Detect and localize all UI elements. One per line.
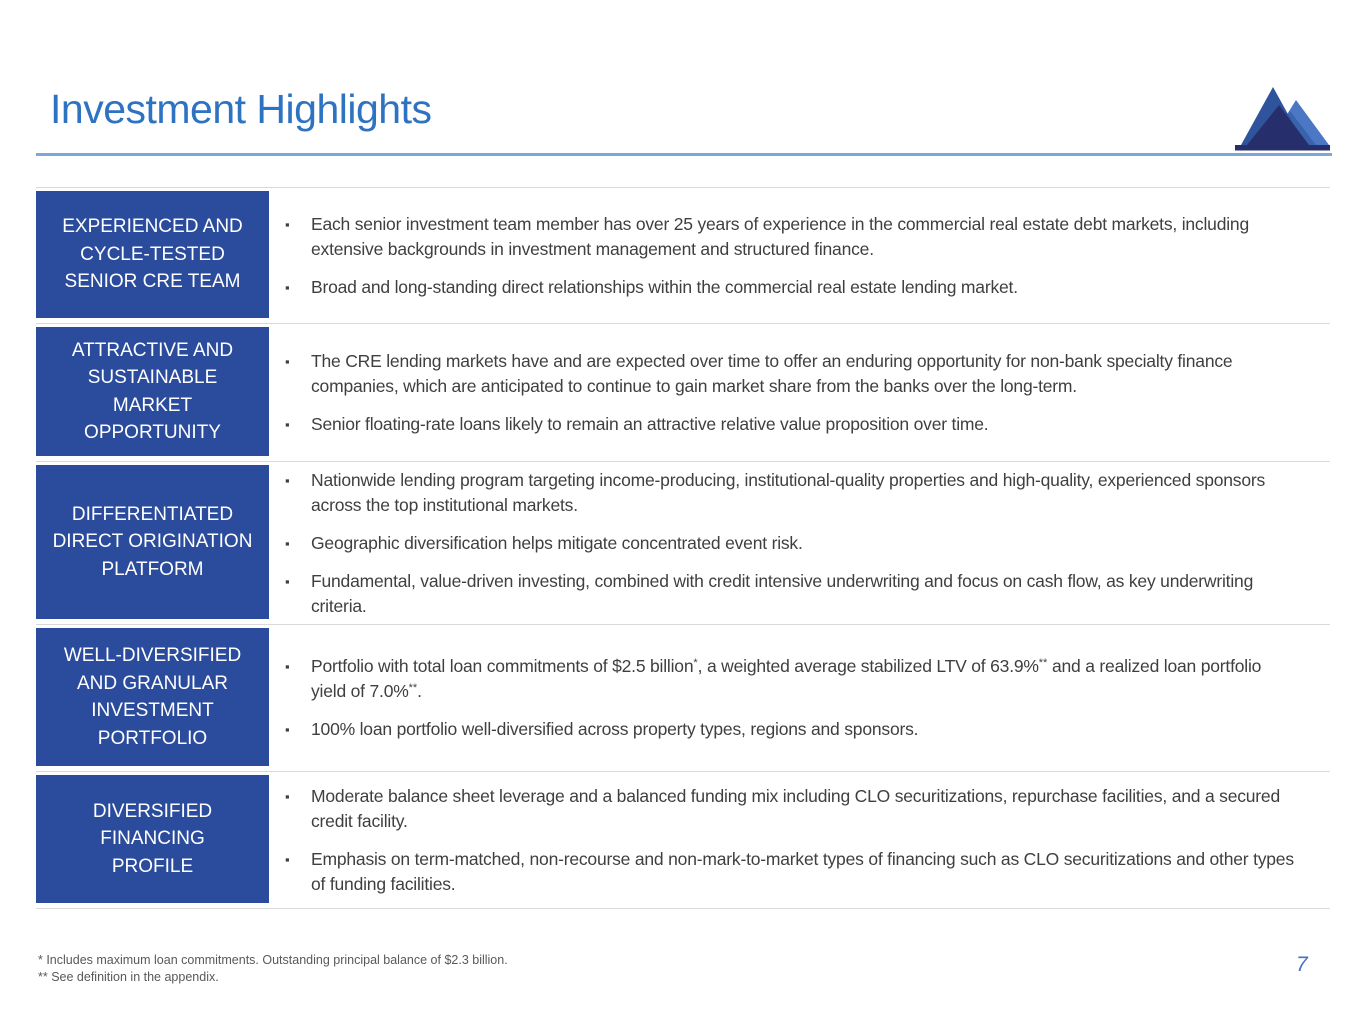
header-line: PORTFOLIO <box>97 727 208 749</box>
row-content <box>269 324 1330 461</box>
bullet-square-icon: ▪ <box>285 279 290 295</box>
bullet-text: The CRE lending markets have and are expected over time to offer an enduring opportunity for non-bank specialty finance companies, which are anticipated to continue to gain market share from the banks over the long-term. <box>311 350 1233 396</box>
header-line: MARKET <box>112 394 193 416</box>
header-line: PLATFORM <box>101 558 204 580</box>
bullet-text: Emphasis on term-matched, non-recourse and non-mark-to-market types of financing such as CLO securitizations and other types of funding facilities. <box>311 848 1294 894</box>
header-line: FINANCING <box>100 828 205 850</box>
table-row <box>36 324 1330 462</box>
bullet-square-icon: ▪ <box>285 216 290 232</box>
bullet-text: Moderate balance sheet leverage and a balanced funding mix including CLO securitizations, repurchase facilities, and a secured credit facility. <box>311 785 1281 831</box>
table-row <box>36 625 1330 772</box>
investment-highlights-table <box>36 187 1330 909</box>
bullet-square-icon: ▪ <box>285 353 290 369</box>
bullet-square-icon: ▪ <box>285 788 290 804</box>
bullet-square-icon: ▪ <box>285 722 290 737</box>
bullet-text: , a weighted average stabilized LTV of 63.9% <box>697 656 1039 676</box>
header-line: DIRECT ORIGINATION <box>52 531 253 553</box>
mountain-logo-icon <box>1232 83 1332 155</box>
header-line: PROFILE <box>111 855 194 877</box>
header-line: ATTRACTIVE AND <box>71 339 234 361</box>
bullet-text: Portfolio with total loan commitments of $2.5 billion <box>311 656 694 676</box>
table-row <box>36 462 1330 625</box>
header-line: AND GRANULAR <box>77 672 228 694</box>
bullet-point <box>269 412 1299 437</box>
bullet-text: Fundamental, value-driven investing, combined with credit intensive underwriting and focus on cash flow, as key underwriting criteria. <box>311 570 1254 616</box>
table-row <box>36 772 1330 909</box>
table-row <box>36 188 1330 324</box>
page-title: Investment Highlights <box>50 86 432 132</box>
bullet-square-icon: ▪ <box>285 659 290 674</box>
bullet-text: Senior floating-rate loans likely to remain an attractive relative value proposition over time. <box>311 413 989 434</box>
header-line: EXPERIENCED AND <box>62 216 243 238</box>
bullet-point <box>269 784 1299 834</box>
bullet-point <box>269 212 1299 262</box>
bullet-text: and a realized loan portfolio yield of 7.0% <box>311 656 1262 701</box>
footnote-marker: ** <box>1038 657 1048 669</box>
page-number: 7 <box>1296 953 1308 976</box>
header-line: DIFFERENTIATED <box>71 503 234 525</box>
header-line: WELL-DIVERSIFIED <box>63 645 242 666</box>
footnote-line: * Includes maximum loan commitments. Outstanding principal balance of $2.3 billion. <box>38 953 508 967</box>
row-header-investment-portfolio <box>36 628 269 766</box>
bullet-square-icon: ▪ <box>285 851 290 867</box>
footnotes <box>38 952 508 986</box>
header-line: INVESTMENT <box>91 700 214 721</box>
bullet-square-icon: ▪ <box>285 472 290 488</box>
bullet-point <box>269 654 1299 704</box>
row-content <box>269 772 1330 908</box>
bullet-point <box>269 847 1299 897</box>
header-line: OPPORTUNITY <box>84 422 221 443</box>
bullet-point <box>269 275 1299 300</box>
row-content <box>269 625 1330 771</box>
header-line: SENIOR CRE TEAM <box>64 271 241 293</box>
row-header-senior-cre-team <box>36 191 269 318</box>
bullet-text: Each senior investment team member has over 25 years of experience in the commercial real estate debt markets, including extensive backgrounds in investment management and structured finance. <box>311 213 1249 259</box>
footnote-line: ** See definition in the appendix. <box>38 970 219 984</box>
row-content <box>269 462 1330 624</box>
bullet-square-icon: ▪ <box>285 416 290 432</box>
bullet-square-icon: ▪ <box>285 573 290 589</box>
bullet-point <box>269 468 1299 518</box>
bullet-point <box>269 349 1299 399</box>
bullet-text: Broad and long-standing direct relationships within the commercial real estate lending market. <box>311 276 1018 297</box>
bullet-point <box>269 531 1299 556</box>
footnote-marker: * <box>693 657 698 669</box>
row-header-origination-platform <box>36 465 269 619</box>
bullet-text: 100% loan portfolio well-diversified across property types, regions and sponsors. <box>311 719 919 739</box>
header-line: SUSTAINABLE <box>87 367 218 388</box>
bullet-text: Nationwide lending program targeting income-producing, institutional-quality properties and high-quality, experienced sponsors across the top institutional markets. <box>311 469 1266 515</box>
title-divider-line <box>36 153 1332 156</box>
row-content <box>269 188 1330 323</box>
bullet-point <box>269 569 1299 619</box>
footnote-marker: ** <box>408 682 418 694</box>
bullet-text: Geographic diversification helps mitigate concentrated event risk. <box>311 532 803 553</box>
row-header-market-opportunity <box>36 327 269 456</box>
header-line: DIVERSIFIED <box>92 800 213 822</box>
row-header-financing-profile <box>36 775 269 903</box>
bullet-text: . <box>417 681 422 701</box>
header-line: CYCLE-TESTED <box>80 243 225 265</box>
bullet-point <box>269 717 1299 742</box>
bullet-square-icon: ▪ <box>285 535 290 551</box>
